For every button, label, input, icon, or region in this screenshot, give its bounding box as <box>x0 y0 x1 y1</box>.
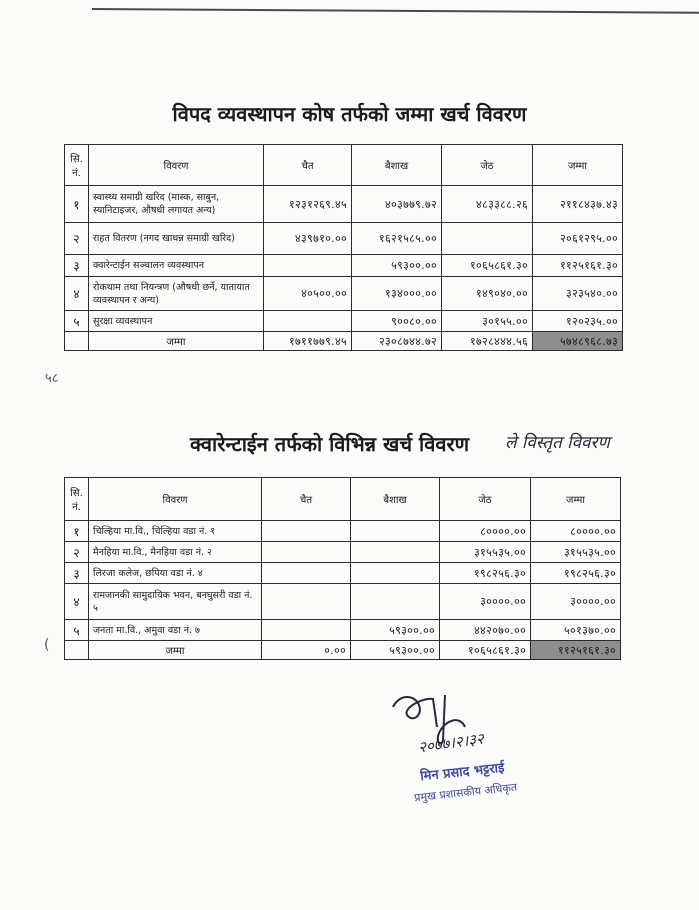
row-total: ३१५५३५.०० <box>531 542 621 563</box>
row-sn: ३ <box>65 255 89 277</box>
row-baishakh: १६२१५८५.०० <box>352 223 442 255</box>
col-header-baishakh: बैशाख <box>352 145 442 186</box>
row-chait: ४३९७१०.०० <box>264 223 352 255</box>
row-description: मैनहिया मा.वि., मैनहिया वडा नं. २ <box>89 542 262 563</box>
table-header-row <box>65 478 621 521</box>
table2-title: क्वारेन्टाईन तर्फको विभिन्न खर्च विवरण <box>190 432 470 456</box>
margin-mark: ५८ <box>45 371 59 386</box>
row-total: २०६१२९५.०० <box>533 223 623 255</box>
col-header-jeth: जेठ <box>442 145 533 186</box>
row-chait: १२३१२६९.४५ <box>264 186 352 223</box>
col-header-description: विवरण <box>89 145 264 186</box>
row-jeth: ३१५५३५.०० <box>440 542 531 563</box>
margin-bracket-icon: ( <box>44 637 50 653</box>
row-chait <box>262 563 351 584</box>
row-baishakh: ९००८०.०० <box>352 311 442 332</box>
row-chait <box>262 521 351 542</box>
row-sn: ३ <box>65 563 89 584</box>
row-baishakh <box>351 584 440 620</box>
row-sn: २ <box>65 223 89 255</box>
row-baishakh: ४०३७७९.७२ <box>352 186 442 223</box>
col-header-total: जम्मा <box>533 145 623 186</box>
total-row <box>65 332 623 351</box>
total-row <box>65 641 621 660</box>
quarantine-expense-table <box>64 477 621 660</box>
row-total: १२०२३५.०० <box>533 311 623 332</box>
signature-date: २०७७।२।३२ <box>417 729 485 757</box>
table-row <box>65 277 623 311</box>
total-row-sn-cell <box>65 641 89 660</box>
grand-total: ११२५१६१.३० <box>531 641 621 660</box>
col-header-description: विवरण <box>89 478 262 521</box>
row-sn: १ <box>65 186 89 223</box>
col-header-chait: चैत <box>264 145 352 186</box>
row-baishakh: १३४०००.०० <box>352 277 442 311</box>
total-jeth: १७२८४४४.५६ <box>442 332 533 351</box>
table-header-row <box>65 145 623 186</box>
row-baishakh: ५९३००.०० <box>352 255 442 277</box>
row-total: ८००००.०० <box>531 521 621 542</box>
row-total: २११८४३७.४३ <box>533 186 623 223</box>
page-top-edge <box>92 8 699 22</box>
row-chait: ४०५००.०० <box>264 277 352 311</box>
table-row <box>65 620 621 641</box>
row-description: रोकथाम तथा नियन्त्रण (औषधी छर्ने, यातायात व्यवस्थापन र अन्य) <box>89 277 264 311</box>
total-baishakh: ५९३००.०० <box>351 641 440 660</box>
total-chait: १७११७७९.४५ <box>264 332 352 351</box>
row-jeth: ३००००.०० <box>440 584 531 620</box>
row-sn: ४ <box>65 584 89 620</box>
row-jeth: १४९०४०.०० <box>442 277 533 311</box>
row-chait <box>262 542 351 563</box>
officer-designation-stamp: प्रमुख प्रशासकीय अधिकृत <box>413 780 518 805</box>
grand-total: ५७४८९६८.७३ <box>533 332 623 351</box>
row-jeth: १०६५८६१.३० <box>442 255 533 277</box>
row-total: ३२३५४०.०० <box>533 277 623 311</box>
row-jeth: ८००००.०० <box>440 521 531 542</box>
table-row <box>65 542 621 563</box>
total-baishakh: २३०८७४४.७२ <box>352 332 442 351</box>
row-description: लिरजा कलेज, छपिया वडा नं. ४ <box>89 563 262 584</box>
total-row-sn-cell <box>65 332 89 351</box>
row-description: जनता मा.वि., अमुवा वडा नं. ७ <box>89 620 262 641</box>
row-total: १९८२५६.३० <box>531 563 621 584</box>
row-chait <box>264 255 352 277</box>
col-header-sn: सि. नं. <box>65 478 89 521</box>
col-header-baishakh: बैशाख <box>351 478 440 521</box>
col-header-total: जम्मा <box>531 478 621 521</box>
row-baishakh <box>351 563 440 584</box>
row-sn: ५ <box>65 311 89 332</box>
row-description: राहत वितरण (नगद खाधन्न समाग्री खरिद) <box>89 223 264 255</box>
row-baishakh: ५९३००.०० <box>351 620 440 641</box>
col-header-sn: सि. नं. <box>65 145 89 186</box>
row-description: स्वास्थ्य समाग्री खरिद (मास्क, साबुन, स्यानिटाइजर, औषधी लगायत अन्य) <box>89 186 264 223</box>
row-sn: १ <box>65 521 89 542</box>
row-total: ११२५१६१.३० <box>533 255 623 277</box>
table-row <box>65 223 623 255</box>
row-chait <box>262 620 351 641</box>
handwritten-note: ले विस्तृत विवरण <box>505 433 610 453</box>
row-total: ३००००.०० <box>531 584 621 620</box>
table-row <box>65 521 621 542</box>
col-header-jeth: जेठ <box>440 478 531 521</box>
row-jeth: ३०१५५.०० <box>442 311 533 332</box>
total-row-label: जम्मा <box>89 332 264 351</box>
table-row <box>65 563 621 584</box>
row-sn: ४ <box>65 277 89 311</box>
row-description: चिल्हिया मा.वि., चिल्हिया वडा नं. १ <box>89 521 262 542</box>
row-sn: २ <box>65 542 89 563</box>
table1-title: विपद व्यवस्थापन कोष तर्फको जम्मा खर्च विवरण <box>172 102 527 126</box>
disaster-fund-table <box>64 144 623 351</box>
total-jeth: १०६५८६१.३० <box>440 641 531 660</box>
table-row <box>65 186 623 223</box>
row-baishakh <box>351 542 440 563</box>
row-jeth: ४४२०७०.०० <box>440 620 531 641</box>
row-chait <box>264 311 352 332</box>
row-description: सुरक्षा व्यवस्थापन <box>89 311 264 332</box>
table-row <box>65 255 623 277</box>
row-total: ५०१३७०.०० <box>531 620 621 641</box>
row-baishakh <box>351 521 440 542</box>
row-jeth: ४८३३८८.२६ <box>442 186 533 223</box>
table-row <box>65 584 621 620</box>
officer-name-stamp: मिन प्रसाद भट्टराई <box>419 760 506 785</box>
row-chait <box>262 584 351 620</box>
row-sn: ५ <box>65 620 89 641</box>
row-jeth <box>442 223 533 255</box>
table-row <box>65 311 623 332</box>
col-header-chait: चैत <box>262 478 351 521</box>
total-row-label: जम्मा <box>89 641 262 660</box>
total-chait: ०.०० <box>262 641 351 660</box>
row-jeth: १९८२५६.३० <box>440 563 531 584</box>
row-description: रामजानकी सामुदायिक भवन, बनघुसरी वडा नं. ५ <box>89 584 262 620</box>
row-description: क्वारेन्टाईन सञ्चालन व्यवस्थापन <box>89 255 264 277</box>
